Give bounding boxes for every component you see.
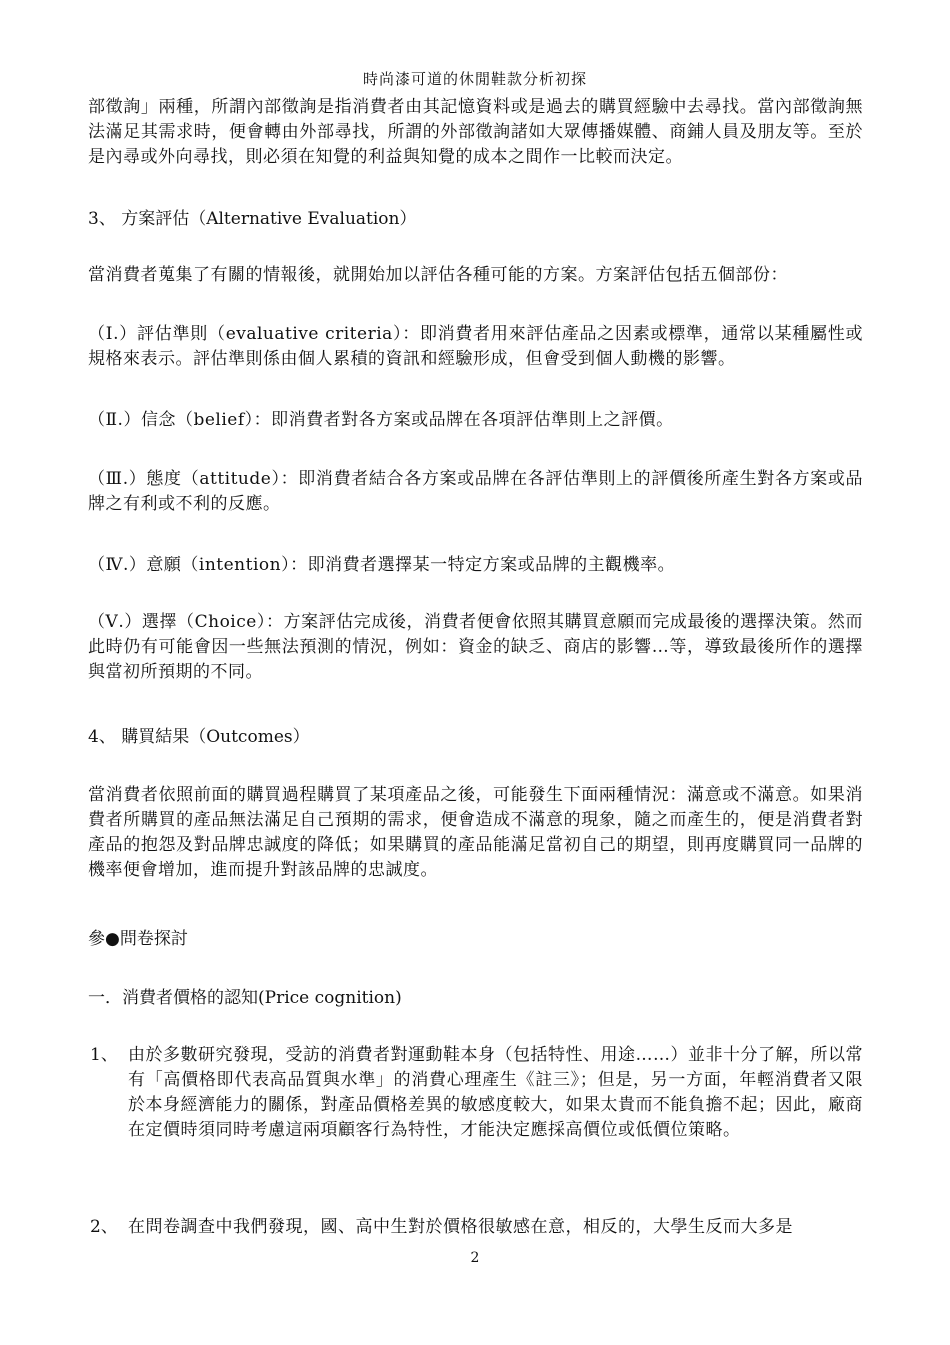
- intro-paragraph: 部徵詢」兩種，所謂內部徵詢是指消費者由其記憶資料或是過去的購買經驗中去尋找。當內部徵詢無法滿足其需求時，便會轉由外部尋找，所謂的外部徵詢諸如大眾傳播媒體、商鋪人員及朋友等。至於是內尋或外向尋找，則必須在知覺的利益與知覺的成本之間作一比較而決定。: [88, 97, 863, 167]
- criteria-item-2: （Ⅱ.）信念（belief）：即消費者對各方案或品牌在各項評估準則上之評價。: [88, 410, 674, 430]
- running-header: 時尚漆可道的休閒鞋款分析初探: [362, 70, 587, 88]
- part-3-title: 問卷探討: [119, 929, 188, 949]
- point-1-text: 由於多數研究發現，受訪的消費者對運動鞋本身（包括特性、用途……）並非十分了解，所以常有「高價格即代表高品質與水準」的消費心理產生《註三》；但是，另一方面，年輕消費者又限於本身經濟能力的關係，對產品價格差異的敏感度較大，如果太貴而不能負擔不起；因此，廠商在定價時須同時考慮這兩項顧客行為特性，才能決定應採高價位或低價位策略。: [128, 1045, 863, 1140]
- criteria-item-4: （Ⅳ.）意願（intention）：即消費者選擇某一特定方案或品牌的主觀機率。: [88, 555, 676, 575]
- part-3-prefix: 參: [88, 929, 105, 949]
- criteria-item-5: （Ⅴ.）選擇（Choice）：方案評估完成後，消費者便會依照其購買意願而完成最後的選擇決策。然而此時仍有可能會因一些無法預測的情況，例如：資金的缺乏、商店的影響…等，導致最後所作的選擇與當初所預期的不同。: [88, 612, 863, 682]
- point-1-number: 1、: [90, 1045, 118, 1065]
- point-2-text: 在問卷調查中我們發現，國、高中生對於價格很敏感在意，相反的，大學生反而大多是: [128, 1217, 793, 1237]
- criteria-item-3: （Ⅲ.）態度（attitude）：即消費者結合各方案或品牌在各評估準則上的評價後所產生對各方案或品牌之有利或不利的反應。: [88, 469, 863, 514]
- section-4-heading: 4、 購買結果（Outcomes）: [88, 727, 310, 747]
- part-3-heading: [88, 927, 863, 952]
- section-3-intro: 當消費者蒐集了有關的情報後，就開始加以評估各種可能的方案。方案評估包括五個部份：: [88, 265, 788, 285]
- bullet-icon: ●: [105, 929, 120, 949]
- criteria-item-1: （Ⅰ.）評估準則（evaluative criteria）：即消費者用來評估產品之因素或標準，通常以某種屬性或規格來表示。評估準則係由個人累積的資訊和經驗形成，但會受到個人動機的影響。: [88, 324, 863, 369]
- subsection-price-cognition: 一．消費者價格的認知(Price cognition): [88, 988, 402, 1008]
- page-number: 2: [470, 1250, 480, 1266]
- point-2-number: 2、: [90, 1217, 118, 1237]
- section-3-heading: 3、 方案評估（Alternative Evaluation）: [88, 209, 417, 229]
- section-4-body: 當消費者依照前面的購買過程購買了某項產品之後，可能發生下面兩種情況：滿意或不滿意。如果消費者所購買的產品無法滿足自己預期的需求，便會造成不滿意的現象，隨之而產生的，便是消費者對產品的抱怨及對品牌忠誠度的降低；如果購買的產品能滿足當初自己的期望，則再度購買同一品牌的機率便會增加，進而提升對該品牌的忠誠度。: [88, 785, 863, 880]
